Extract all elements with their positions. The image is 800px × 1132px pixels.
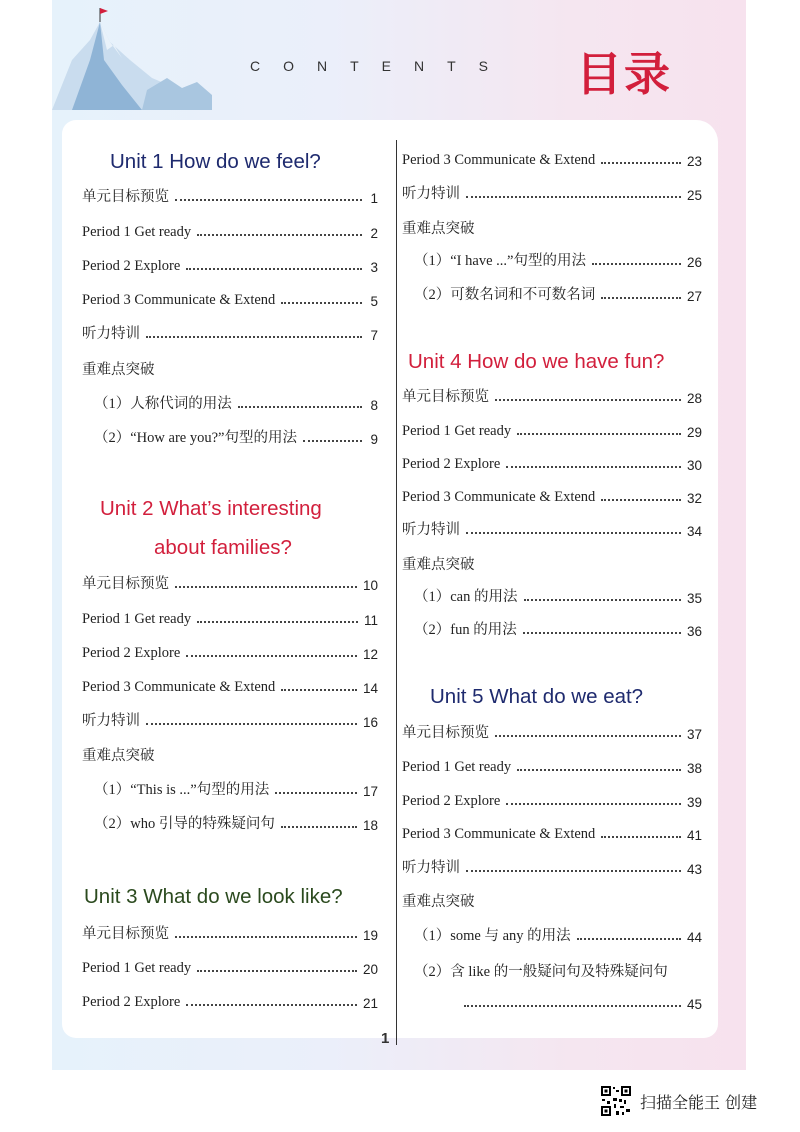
qr-code-icon (600, 1085, 632, 1117)
toc-entry[interactable]: 听力特训 7 (82, 326, 378, 343)
toc-entry[interactable]: Period 1 Get ready 38 (402, 759, 702, 776)
toc-entry[interactable]: （2）可数名词和不可数名词 27 (414, 287, 702, 304)
toc-entry[interactable]: Period 3 Communicate & Extend 5 (82, 292, 378, 309)
toc-entry[interactable]: （1）“I have ...”句型的用法 26 (414, 253, 702, 270)
toc-entry[interactable]: （1）“This is ...”句型的用法 17 (94, 782, 378, 799)
unit1-title: Unit 1 How do we feel? (110, 150, 321, 173)
toc-entry[interactable]: Period 2 Explore 12 (82, 645, 378, 662)
toc-entry-label[interactable]: （2）含 like 的一般疑问句及特殊疑问句 (414, 964, 668, 980)
toc-entry[interactable]: 听力特训 43 (402, 860, 702, 877)
toc-entry[interactable]: 单元目标预览 10 (82, 576, 378, 593)
document-page (52, 0, 746, 1070)
unit3-title: Unit 3 What do we look like? (84, 885, 343, 908)
toc-entry[interactable]: Period 3 Communicate & Extend 32 (402, 489, 702, 506)
toc-entry[interactable]: Period 1 Get ready 2 (82, 224, 378, 241)
toc-entry[interactable]: 听力特训 25 (402, 186, 702, 203)
toc-section-heading: 重难点突破 (82, 362, 155, 378)
toc-entry[interactable]: 单元目标预览 19 (82, 926, 378, 943)
toc-entry[interactable]: （2）fun 的用法 36 (414, 622, 702, 639)
unit4-title: Unit 4 How do we have fun? (408, 350, 665, 373)
toc-entry-continuation[interactable]: 45 (458, 990, 702, 1012)
contents-heading: CONTENTS (250, 58, 511, 74)
toc-entry[interactable]: Period 2 Explore 30 (402, 456, 702, 473)
toc-entry[interactable]: （1）some 与 any 的用法 44 (414, 928, 702, 945)
toc-entry[interactable]: 单元目标预览 28 (402, 389, 702, 406)
toc-entry[interactable]: （1）can 的用法 35 (414, 589, 702, 606)
toc-entry[interactable]: （2）who 引导的特殊疑问句 18 (94, 816, 378, 833)
toc-entry[interactable]: Period 2 Explore 39 (402, 793, 702, 810)
toc-entry[interactable]: Period 2 Explore 21 (82, 994, 378, 1011)
column-divider (396, 140, 397, 1045)
toc-entry[interactable]: Period 1 Get ready 20 (82, 960, 378, 977)
toc-section-heading: 重难点突破 (402, 557, 475, 573)
mountain-illustration (52, 0, 212, 110)
toc-entry[interactable]: 听力特训 16 (82, 713, 378, 730)
toc-entry[interactable]: （1）人称代词的用法 8 (94, 396, 378, 413)
toc-entry[interactable]: Period 1 Get ready 11 (82, 611, 378, 628)
watermark-text: 扫描全能王 创建 (640, 1092, 758, 1112)
toc-entry[interactable]: Period 1 Get ready 29 (402, 423, 702, 440)
toc-entry[interactable]: 听力特训 34 (402, 522, 702, 539)
toc-entry[interactable]: 单元目标预览 37 (402, 725, 702, 742)
toc-section-heading: 重难点突破 (82, 748, 155, 764)
toc-entry[interactable]: Period 3 Communicate & Extend 14 (82, 679, 378, 696)
scanner-watermark (600, 1085, 757, 1117)
unit2-title-line2: about families? (154, 536, 292, 559)
toc-entry[interactable]: 单元目标预览 1 (82, 189, 378, 206)
toc-title: 目录 (576, 47, 672, 101)
toc-card (62, 120, 718, 1038)
page-number: 1 (381, 1030, 390, 1047)
toc-entry[interactable]: （2）“How are you?”句型的用法 9 (94, 430, 378, 447)
unit2-title-line1: Unit 2 What’s interesting (100, 497, 322, 520)
toc-entry[interactable]: Period 3 Communicate & Extend 41 (402, 826, 702, 843)
toc-entry[interactable]: Period 2 Explore 3 (82, 258, 378, 275)
unit5-title: Unit 5 What do we eat? (430, 685, 644, 708)
toc-section-heading: 重难点突破 (402, 221, 475, 237)
toc-section-heading: 重难点突破 (402, 894, 475, 910)
toc-entry[interactable]: Period 3 Communicate & Extend 23 (402, 152, 702, 169)
